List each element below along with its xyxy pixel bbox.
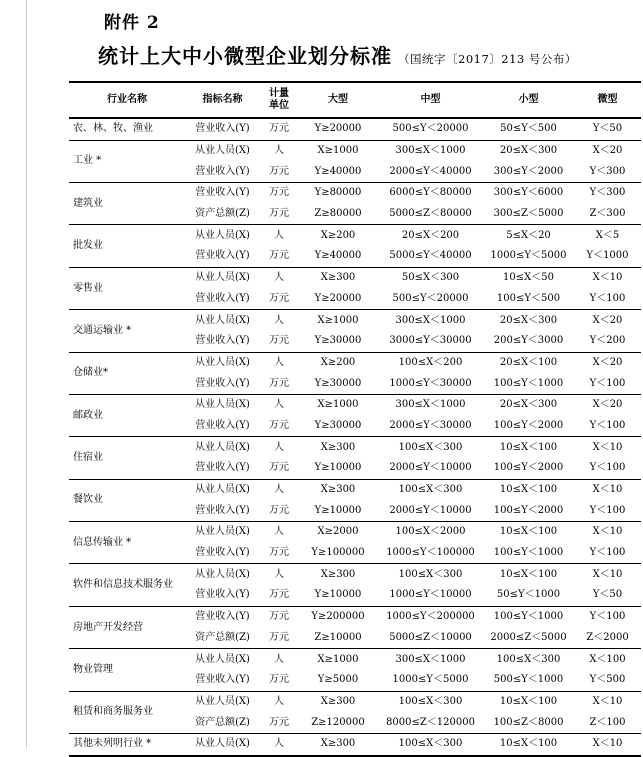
unit-cell: 万元 [269, 589, 289, 601]
indicator-cell: 从业人员(X) [185, 140, 260, 161]
small-cell: 300≤Y＜2000 [493, 165, 564, 177]
large-cell: X≥200 [298, 352, 378, 373]
industry-name: 其他未列明行业 * [69, 733, 185, 755]
medium-cell: 2000≤Y＜10000 [389, 504, 472, 516]
medium-cell: 3000≤Y＜30000 [389, 335, 472, 347]
large-cell: Y≥40000 [314, 250, 362, 262]
indicator-cell: 从业人员(X) [185, 394, 260, 415]
medium-cell: 8000≤Z＜120000 [386, 716, 475, 728]
small-cell: 100≤Y＜500 [496, 292, 561, 304]
large-cell: Z≥120000 [311, 716, 365, 728]
large-cell: X≥1000 [298, 310, 378, 331]
large-cell: X≥300 [298, 691, 378, 712]
industry-name: 房地产开发经营 [69, 606, 185, 648]
medium-cell: 100≤X＜300 [378, 564, 483, 585]
header-indicator: 指标名称 [185, 82, 260, 118]
unit-cell: 万元 [269, 208, 289, 220]
large-cell: Y≥80000 [298, 183, 378, 204]
small-cell: 10≤X＜50 [483, 267, 574, 288]
unit-cell: 万元 [269, 462, 289, 474]
small-cell: 20≤X＜300 [483, 140, 574, 161]
micro-cell: X＜5 [574, 225, 641, 246]
small-cell: 200≤Y＜3000 [493, 335, 564, 347]
indicator-cell: 营业收入(Y) [185, 118, 260, 140]
header-unit-text: 计量 单位 [269, 88, 289, 111]
small-cell: 1000≤Y＜5000 [490, 250, 567, 262]
small-cell: 2000≤Z＜5000 [490, 631, 567, 643]
indicator-cell: 从业人员(X) [185, 437, 260, 458]
medium-cell: 6000≤Y＜80000 [378, 183, 483, 204]
document-title: 统计上大中小微型企业划分标准 [98, 44, 392, 68]
micro-cell: Z＜100 [589, 716, 626, 728]
medium-cell: 2000≤Y＜30000 [389, 419, 472, 431]
medium-cell: 300≤X＜1000 [378, 310, 483, 331]
table-header-row [69, 82, 641, 118]
unit-cell: 万元 [269, 165, 289, 177]
small-cell: 20≤X＜300 [483, 394, 574, 415]
table-row [69, 437, 641, 458]
large-cell: Y≥10000 [314, 589, 362, 601]
indicator-cell: 营业收入(Y) [195, 589, 250, 601]
large-cell: X≥2000 [298, 522, 378, 543]
indicator-cell: 资产总额(Z) [195, 716, 250, 728]
unit-cell: 万元 [269, 377, 289, 389]
indicator-cell: 从业人员(X) [185, 479, 260, 500]
table-row [69, 118, 641, 140]
table-row [69, 140, 641, 161]
small-cell: 100≤Z＜8000 [493, 716, 564, 728]
medium-cell: 1000≤Y＜100000 [386, 547, 475, 559]
large-cell: X≥1000 [298, 140, 378, 161]
medium-cell: 300≤X＜1000 [378, 649, 483, 670]
unit-cell: 人 [260, 564, 298, 585]
unit-cell: 人 [260, 310, 298, 331]
unit-cell: 万元 [260, 118, 298, 140]
attachment-label: 附件 2 [104, 13, 160, 33]
medium-cell: 100≤X＜300 [378, 691, 483, 712]
medium-cell: 1000≤Y＜10000 [389, 589, 472, 601]
micro-cell: Y＜100 [589, 462, 626, 474]
micro-cell: Y＜100 [589, 504, 626, 516]
small-cell: 500≤Y＜1000 [493, 674, 564, 686]
indicator-cell: 从业人员(X) [185, 564, 260, 585]
micro-cell: Y＜100 [574, 606, 641, 627]
micro-cell: Z＜2000 [586, 631, 629, 643]
medium-cell: 100≤X＜300 [378, 479, 483, 500]
large-cell: X≥300 [298, 267, 378, 288]
indicator-cell: 从业人员(X) [185, 225, 260, 246]
micro-cell: Y＜100 [589, 377, 626, 389]
small-cell: 20≤X＜100 [483, 352, 574, 373]
large-cell: Y≥40000 [314, 165, 362, 177]
industry-name: 建筑业 [69, 183, 185, 225]
indicator-cell: 营业收入(Y) [185, 606, 260, 627]
large-cell: Y≥10000 [314, 462, 362, 474]
micro-cell: X＜10 [574, 267, 641, 288]
table-row [69, 225, 641, 246]
document-subtitle: （国统字〔2017〕213 号公布） [398, 52, 577, 66]
micro-cell: Y＜300 [574, 183, 641, 204]
medium-cell: 100≤X＜200 [378, 352, 483, 373]
unit-cell: 万元 [269, 631, 289, 643]
large-cell: Y≥20000 [314, 292, 362, 304]
micro-cell: X＜20 [574, 394, 641, 415]
indicator-cell: 资产总额(Z) [195, 208, 250, 220]
table-row [69, 564, 641, 585]
indicator-cell: 营业收入(Y) [195, 292, 250, 304]
large-cell: X≥1000 [298, 649, 378, 670]
large-cell: Y≥20000 [298, 118, 378, 140]
unit-cell: 人 [260, 352, 298, 373]
large-cell: Y≥200000 [298, 606, 378, 627]
small-cell: 5≤X＜20 [483, 225, 574, 246]
medium-cell: 5000≤Z＜10000 [389, 631, 472, 643]
unit-cell: 万元 [260, 183, 298, 204]
unit-cell: 人 [260, 225, 298, 246]
header-small: 小型 [483, 82, 574, 118]
unit-cell: 万元 [269, 250, 289, 262]
indicator-cell: 营业收入(Y) [195, 165, 250, 177]
micro-cell: X＜10 [574, 437, 641, 458]
medium-cell: 300≤X＜1000 [378, 394, 483, 415]
small-cell: 100≤Y＜2000 [493, 462, 564, 474]
medium-cell: 100≤X＜2000 [378, 522, 483, 543]
large-cell: Y≥30000 [314, 335, 362, 347]
micro-cell: X＜10 [574, 691, 641, 712]
industry-name: 农、林、牧、渔业 [69, 118, 185, 140]
small-cell: 100≤Y＜1000 [493, 547, 564, 559]
large-cell: Y≥10000 [314, 504, 362, 516]
table-row [69, 606, 641, 627]
indicator-cell: 从业人员(X) [185, 267, 260, 288]
micro-cell: X＜20 [574, 140, 641, 161]
small-cell: 100≤Y＜2000 [493, 419, 564, 431]
table-row [69, 183, 641, 204]
header-large: 大型 [298, 82, 378, 118]
table-row [69, 733, 641, 755]
micro-cell: Y＜500 [589, 674, 626, 686]
unit-cell: 人 [260, 691, 298, 712]
unit-cell: 人 [260, 733, 298, 755]
table-row [69, 649, 641, 670]
small-cell: 10≤X＜100 [483, 437, 574, 458]
industry-name: 零售业 [69, 267, 185, 309]
unit-cell: 人 [260, 649, 298, 670]
page-edge-line [26, 0, 27, 749]
unit-cell: 人 [260, 437, 298, 458]
indicator-cell: 从业人员(X) [185, 310, 260, 331]
large-cell: X≥200 [298, 225, 378, 246]
small-cell: 10≤X＜100 [483, 522, 574, 543]
header-micro: 微型 [574, 82, 641, 118]
small-cell: 100≤Y＜1000 [483, 606, 574, 627]
medium-cell: 500≤Y＜20000 [392, 292, 469, 304]
micro-cell: X＜20 [574, 310, 641, 331]
micro-cell: X＜10 [574, 522, 641, 543]
table-row [69, 691, 641, 712]
unit-cell: 万元 [269, 547, 289, 559]
unit-cell: 万元 [269, 504, 289, 516]
micro-cell: Y＜100 [589, 547, 626, 559]
micro-cell: X＜100 [574, 649, 641, 670]
table-row [69, 522, 641, 543]
industry-name: 住宿业 [69, 437, 185, 479]
table-row [69, 352, 641, 373]
indicator-cell: 营业收入(Y) [195, 335, 250, 347]
industry-name: 物业管理 [69, 649, 185, 691]
table-row [69, 394, 641, 415]
industry-name: 租赁和商务服务业 [69, 691, 185, 733]
indicator-cell: 营业收入(Y) [195, 250, 250, 262]
indicator-cell: 从业人员(X) [185, 691, 260, 712]
industry-name: 工业 * [69, 140, 185, 182]
medium-cell: 1000≤Y＜5000 [392, 674, 469, 686]
unit-cell: 人 [260, 522, 298, 543]
indicator-cell: 从业人员(X) [185, 649, 260, 670]
industry-name: 信息传输业 * [69, 522, 185, 564]
micro-cell: X＜20 [574, 352, 641, 373]
unit-cell: 人 [260, 267, 298, 288]
micro-cell: Y＜100 [589, 419, 626, 431]
medium-cell: 2000≤Y＜40000 [389, 165, 472, 177]
indicator-cell: 营业收入(Y) [195, 377, 250, 389]
industry-name: 批发业 [69, 225, 185, 267]
micro-cell: Y＜200 [589, 335, 626, 347]
medium-cell: 1000≤Y＜30000 [389, 377, 472, 389]
table-row [69, 310, 641, 331]
large-cell: Y≥30000 [314, 419, 362, 431]
small-cell: 300≤Y＜6000 [483, 183, 574, 204]
small-cell: 20≤X＜300 [483, 310, 574, 331]
large-cell: Z≥10000 [314, 631, 362, 643]
indicator-cell: 从业人员(X) [185, 522, 260, 543]
small-cell: 50≤Y＜1000 [496, 589, 561, 601]
large-cell: Y≥30000 [314, 377, 362, 389]
table-row [69, 479, 641, 500]
medium-cell: 5000≤Z＜80000 [389, 208, 472, 220]
small-cell: 10≤X＜100 [483, 479, 574, 500]
unit-cell: 人 [260, 479, 298, 500]
small-cell: 10≤X＜100 [483, 733, 574, 755]
unit-cell: 人 [260, 140, 298, 161]
small-cell: 100≤X＜300 [483, 649, 574, 670]
micro-cell: Y＜50 [592, 589, 623, 601]
unit-cell: 万元 [269, 674, 289, 686]
medium-cell: 300≤X＜1000 [378, 140, 483, 161]
industry-name: 交通运输业 * [69, 310, 185, 352]
industry-name: 软件和信息技术服务业 [69, 564, 185, 606]
micro-cell: Y＜50 [574, 118, 641, 140]
medium-cell: 100≤X＜300 [378, 437, 483, 458]
large-cell: X≥300 [298, 437, 378, 458]
medium-cell: 20≤X＜200 [378, 225, 483, 246]
large-cell: X≥300 [298, 479, 378, 500]
unit-cell: 万元 [269, 335, 289, 347]
indicator-cell: 从业人员(X) [185, 352, 260, 373]
indicator-cell: 营业收入(Y) [195, 674, 250, 686]
large-cell: Y≥5000 [317, 674, 359, 686]
indicator-cell: 从业人员(X) [185, 733, 260, 755]
large-cell: Y≥100000 [311, 547, 365, 559]
table-row [69, 267, 641, 288]
unit-cell: 万元 [269, 419, 289, 431]
medium-cell: 100≤X＜300 [378, 733, 483, 755]
classification-table [69, 81, 641, 757]
micro-cell: X＜10 [574, 733, 641, 755]
micro-cell: X＜10 [574, 479, 641, 500]
micro-cell: Y＜300 [589, 165, 626, 177]
medium-cell: 2000≤Y＜10000 [389, 462, 472, 474]
large-cell: X≥300 [298, 733, 378, 755]
title-block [98, 40, 577, 69]
medium-cell: 5000≤Y＜40000 [389, 250, 472, 262]
large-cell: X≥300 [298, 564, 378, 585]
medium-cell: 1000≤Y＜200000 [378, 606, 483, 627]
indicator-cell: 营业收入(Y) [195, 504, 250, 516]
unit-cell: 万元 [269, 716, 289, 728]
unit-cell: 万元 [269, 292, 289, 304]
indicator-cell: 营业收入(Y) [195, 462, 250, 474]
small-cell: 10≤X＜100 [483, 564, 574, 585]
small-cell: 50≤Y＜500 [483, 118, 574, 140]
micro-cell: X＜10 [574, 564, 641, 585]
medium-cell: 50≤X＜300 [378, 267, 483, 288]
large-cell: Z≥80000 [314, 208, 362, 220]
indicator-cell: 资产总额(Z) [195, 631, 250, 643]
indicator-cell: 营业收入(Y) [195, 419, 250, 431]
unit-cell: 人 [260, 394, 298, 415]
small-cell: 300≤Z＜5000 [493, 208, 564, 220]
indicator-cell: 营业收入(Y) [195, 547, 250, 559]
small-cell: 100≤Y＜1000 [493, 377, 564, 389]
indicator-cell: 营业收入(Y) [185, 183, 260, 204]
medium-cell: 500≤Y＜20000 [378, 118, 483, 140]
unit-cell: 万元 [260, 606, 298, 627]
header-unit [260, 82, 298, 118]
micro-cell: Y＜100 [589, 292, 626, 304]
micro-cell: Y＜1000 [586, 250, 629, 262]
header-medium: 中型 [378, 82, 483, 118]
industry-name: 餐饮业 [69, 479, 185, 521]
large-cell: X≥1000 [298, 394, 378, 415]
industry-name: 仓储业* [69, 352, 185, 394]
micro-cell: Z＜300 [589, 208, 626, 220]
header-industry: 行业名称 [69, 82, 185, 118]
small-cell: 10≤X＜100 [483, 691, 574, 712]
small-cell: 100≤Y＜2000 [493, 504, 564, 516]
industry-name: 邮政业 [69, 394, 185, 436]
